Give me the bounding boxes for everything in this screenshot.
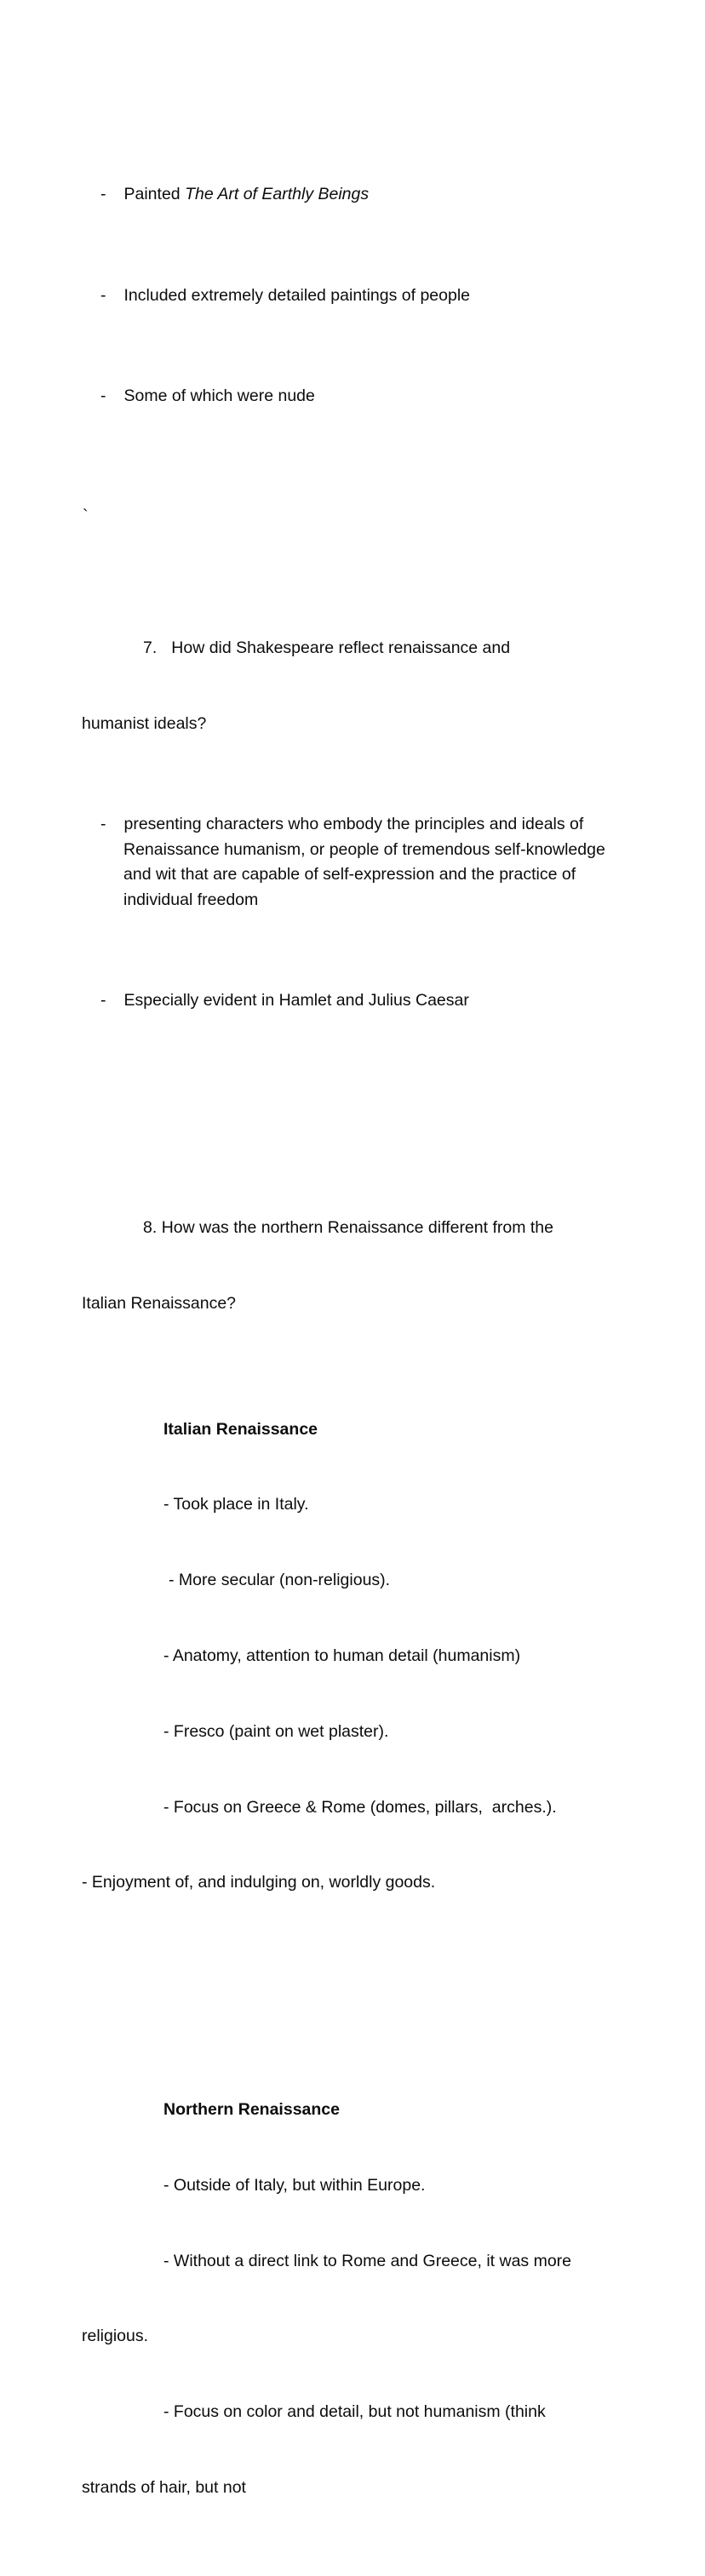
- paragraph-spacer: [82, 1090, 627, 1115]
- bullet-dash: -: [100, 991, 106, 1010]
- question-7-prompt: [82, 636, 627, 661]
- northern-renaissance-item: - Without a direct link to Rome and Greece, it was more: [163, 2251, 572, 2270]
- bullet-dash: -: [100, 815, 106, 834]
- list-item: [82, 384, 627, 409]
- question-7-text: How did Shakespeare reflect renaissance and: [171, 638, 511, 657]
- work-title-italic: The Art of Earthly Beings: [185, 185, 370, 204]
- bullet-dash: -: [100, 185, 106, 204]
- northern-renaissance-item: - Focus on color and detail, but not humanism (think: [163, 2402, 546, 2422]
- northern-renaissance-item: - Outside of Italy, but within Europe.: [163, 2175, 426, 2195]
- list-item-text: Included extremely detailed paintings of people: [123, 285, 471, 305]
- northern-renaissance-heading: Northern Renaissance: [163, 2100, 340, 2120]
- italian-renaissance-item: - More secular (non-religious).: [169, 1571, 391, 1590]
- bullet-dash: -: [100, 386, 106, 406]
- document-body: [82, 82, 627, 2576]
- italian-renaissance-item: - Fresco (paint on wet plaster).: [163, 1721, 389, 1741]
- italian-renaissance-item: - Anatomy, attention to human detail (humanism): [163, 1646, 521, 1666]
- question-7-prompt-continuation: humanist ideals?: [82, 713, 207, 733]
- italian-renaissance-item: - Took place in Italy.: [163, 1495, 309, 1514]
- italian-renaissance-item-flush: - Enjoyment of, and indulging on, worldly goods.: [82, 1873, 436, 1892]
- bullet-dash: -: [100, 285, 106, 305]
- stray-grave-accent-mark: `: [83, 507, 89, 525]
- italian-renaissance-item: - Focus on Greece & Rome (domes, pillars, arches.).: [163, 1797, 557, 1817]
- northern-renaissance-item-continuation: religious.: [82, 2327, 149, 2346]
- northern-renaissance-item-continuation: strands of hair, but not: [82, 2478, 246, 2498]
- list-item-text: presenting characters who embody the principles and ideals of Renaissance humanism, or people of tremendous self-knowledge and wit that are capable of self-expression and the practice of individual freedom: [123, 815, 610, 909]
- paragraph-spacer: [82, 485, 627, 535]
- list-item-text: Painted: [123, 185, 186, 204]
- list-item: [82, 283, 627, 309]
- list-item: [82, 812, 627, 913]
- question-8-prompt-continuation: Italian Renaissance?: [82, 1293, 237, 1313]
- paragraph-spacer: [82, 1972, 627, 1997]
- question-8-prompt: [82, 1216, 627, 1241]
- italian-renaissance-heading: Italian Renaissance: [163, 1419, 318, 1439]
- list-item-text: Some of which were nude: [123, 386, 315, 406]
- list-item: [82, 182, 627, 208]
- list-item-text: Especially evident in Hamlet and Julius Caesar: [123, 991, 469, 1010]
- list-item: [82, 988, 627, 1014]
- question-7-number: 7.: [143, 638, 158, 657]
- question-8-text: How was the northern Renaissance different from the: [161, 1217, 553, 1237]
- question-8-number: 8.: [143, 1217, 158, 1237]
